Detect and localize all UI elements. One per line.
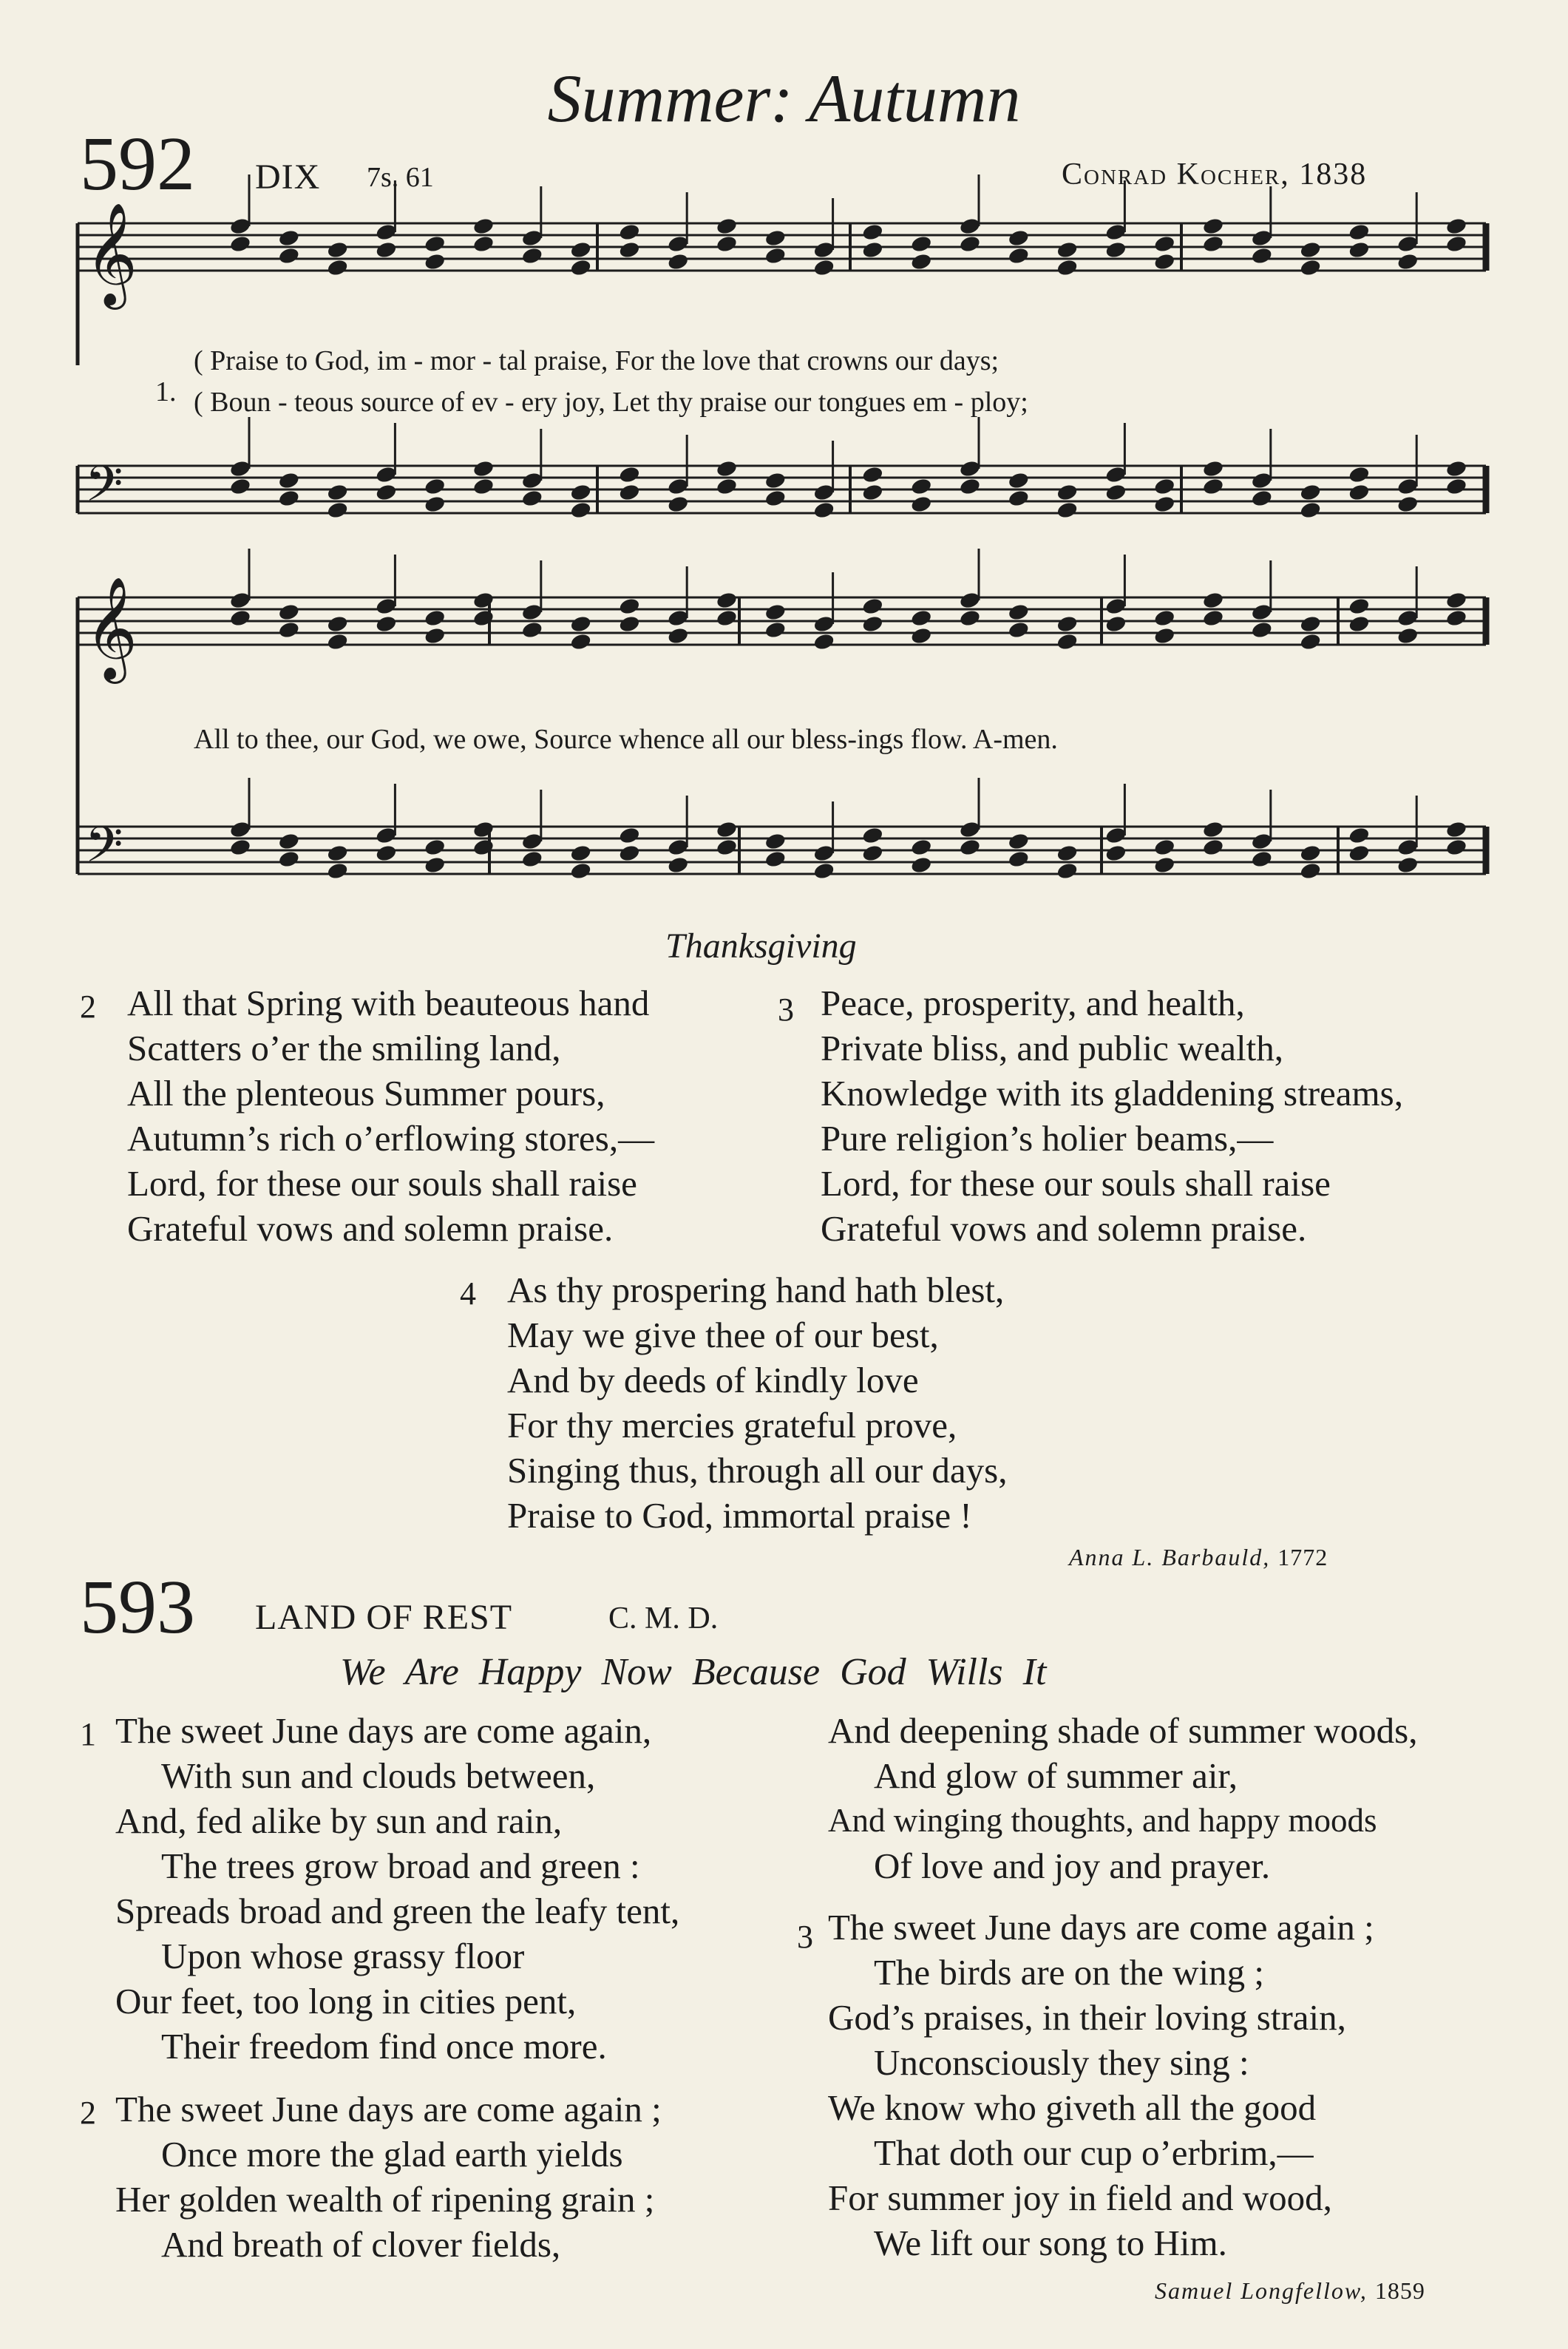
stanza-number: 4 — [460, 1275, 476, 1312]
stanza-line: For summer joy in field and wood, — [828, 2177, 1332, 2218]
note-head — [278, 471, 301, 490]
stanza-line: For thy mercies grateful prove, — [507, 1405, 957, 1445]
note-head — [910, 609, 933, 628]
note-head — [472, 459, 495, 478]
note-head — [569, 614, 592, 634]
stanza-line: The birds are on the wing ; — [874, 1952, 1264, 1993]
note-head — [1396, 855, 1419, 875]
stanza-line: Grateful vows and solemn praise. — [821, 1208, 1307, 1249]
note-head — [472, 217, 495, 236]
note-head — [716, 838, 739, 857]
stanza-line: Peace, prosperity, and health, — [821, 983, 1245, 1023]
note-head — [1202, 609, 1225, 628]
note-head — [1348, 465, 1371, 484]
note-head — [1348, 614, 1371, 634]
note-head — [812, 501, 835, 520]
treble-clef-icon: 𝄞 — [85, 203, 138, 305]
stanza-592-3 — [821, 980, 1403, 1251]
note-head — [1104, 614, 1127, 634]
note-head — [278, 228, 301, 248]
note-head — [1153, 609, 1176, 628]
stanza-line: Singing thus, through all our days, — [507, 1450, 1008, 1491]
note-head — [812, 632, 835, 651]
stanza-line: And, fed alike by sun and rain, — [115, 1800, 563, 1841]
note-head — [812, 258, 835, 277]
stanza-line: Of love and joy and prayer. — [874, 1845, 1271, 1886]
note-head — [326, 501, 349, 520]
note-head — [1056, 861, 1079, 881]
note-head — [1299, 501, 1322, 520]
note-head — [861, 597, 884, 616]
note-head — [1251, 246, 1274, 265]
tune-name-dix: DIX — [255, 157, 321, 197]
note-head — [424, 609, 447, 628]
meter-592: 7s. 61 — [367, 162, 434, 193]
note-head — [1251, 489, 1274, 508]
note-head — [326, 632, 349, 651]
note-head — [861, 614, 884, 634]
author-592 — [1069, 1544, 1328, 1571]
meter-593: C. M. D. — [608, 1601, 719, 1636]
note-head — [229, 609, 252, 628]
note-head — [618, 483, 641, 502]
note-head — [1348, 826, 1371, 845]
note-head — [1202, 591, 1225, 610]
stanza-line: We lift our song to Him. — [874, 2223, 1227, 2263]
stanza-number: 3 — [778, 992, 794, 1028]
hymn-number-592: 592 — [80, 121, 195, 206]
refrain-line: All to thee, our God, we owe, Source whence all our bless-ings flow. A-men. — [194, 724, 1058, 755]
note-head — [764, 489, 787, 508]
note-head — [667, 495, 690, 514]
author-year: 1772 — [1277, 1544, 1328, 1570]
note-head — [618, 240, 641, 260]
stanza-line: Scatters o’er the smiling land, — [127, 1028, 561, 1068]
stanza-number: 2 — [80, 989, 96, 1025]
stanza-line: That doth our cup o’erbrim,— — [874, 2132, 1314, 2173]
note-head — [569, 861, 592, 881]
note-head — [472, 838, 495, 857]
subtitle-593: We Are Happy Now Because God Wills It — [340, 1651, 1047, 1693]
stanza-line: Upon whose grassy floor — [161, 1936, 525, 1976]
note-head — [1056, 483, 1079, 502]
note-head — [1348, 597, 1371, 616]
stanza-line: The sweet June days are come again ; — [828, 1907, 1374, 1948]
note-head — [521, 489, 544, 508]
bass-clef-icon: 𝄢 — [85, 455, 123, 524]
stanza-line: May we give thee of our best, — [507, 1315, 939, 1355]
note-head — [326, 861, 349, 881]
note-head — [1445, 838, 1468, 857]
note-head — [375, 844, 398, 863]
note-head — [569, 258, 592, 277]
note-head — [618, 844, 641, 863]
stanza-line: And deepening shade of summer woods, — [828, 1710, 1418, 1751]
note-head — [716, 234, 739, 254]
note-head — [618, 614, 641, 634]
note-head — [375, 240, 398, 260]
note-head — [278, 246, 301, 265]
note-head — [326, 240, 349, 260]
note-head — [1153, 855, 1176, 875]
stanza-line: And breath of clover fields, — [161, 2224, 561, 2265]
note-head — [910, 252, 933, 271]
stanza-line: Praise to God, immortal praise ! — [507, 1495, 972, 1536]
stanza-line: Private bliss, and public wealth, — [821, 1028, 1283, 1068]
author-593 — [1155, 2277, 1425, 2305]
note-head — [618, 826, 641, 845]
stanza-593-1 — [115, 1708, 679, 2069]
note-head — [1396, 252, 1419, 271]
note-head — [1445, 477, 1468, 496]
stanza-line: The sweet June days are come again, — [115, 1710, 652, 1751]
note-head — [910, 855, 933, 875]
note-head — [667, 855, 690, 875]
subtitle-thanksgiving: Thanksgiving — [665, 926, 857, 966]
note-head — [1251, 850, 1274, 869]
stanza-line: Our feet, too long in cities pent, — [115, 1981, 577, 2021]
note-head — [861, 240, 884, 260]
stanza-593-2 — [115, 2087, 662, 2267]
bass-clef-icon: 𝄢 — [85, 816, 123, 885]
stanza-line: The trees grow broad and green : — [161, 1845, 640, 1886]
stanza-line: All that Spring with beauteous hand — [127, 983, 650, 1023]
note-head — [326, 483, 349, 502]
stanza-592-4 — [507, 1267, 1007, 1538]
note-head — [1153, 626, 1176, 645]
note-head — [861, 465, 884, 484]
note-head — [1348, 483, 1371, 502]
note-head — [812, 861, 835, 881]
author-year: 1859 — [1374, 2277, 1425, 2304]
note-head — [618, 597, 641, 616]
note-head — [1104, 844, 1127, 863]
note-head — [1008, 832, 1031, 851]
note-head — [569, 844, 592, 863]
note-head — [1008, 603, 1031, 622]
stanza-line: All the plenteous Summer pours, — [127, 1073, 605, 1114]
note-head — [569, 240, 592, 260]
note-head — [472, 609, 495, 628]
note-head — [569, 501, 592, 520]
stanza-line: The sweet June days are come again ; — [115, 2089, 662, 2129]
note-head — [1299, 240, 1322, 260]
note-head — [716, 459, 739, 478]
note-head — [1299, 861, 1322, 881]
stanza-593-3 — [828, 1905, 1374, 2265]
note-head — [764, 620, 787, 640]
stanza-number: 1 — [80, 1716, 96, 1752]
note-head — [1251, 620, 1274, 640]
verse1-number: 1. — [155, 376, 177, 407]
note-head — [1202, 459, 1225, 478]
note-head — [229, 234, 252, 254]
note-head — [1445, 820, 1468, 839]
note-head — [959, 234, 982, 254]
note-head — [667, 252, 690, 271]
note-head — [1348, 223, 1371, 242]
note-head — [716, 477, 739, 496]
note-head — [569, 483, 592, 502]
stanza-line: Once more the glad earth yields — [161, 2134, 623, 2175]
note-head — [1445, 217, 1468, 236]
note-head — [326, 844, 349, 863]
note-head — [424, 477, 447, 496]
note-head — [1056, 614, 1079, 634]
note-head — [764, 471, 787, 490]
note-head — [1153, 495, 1176, 514]
note-head — [764, 246, 787, 265]
note-head — [1153, 838, 1176, 857]
verse1-line-b: ( Boun - teous source of ev - ery joy, Let thy praise our tongues em - ploy; — [194, 387, 1028, 418]
note-head — [521, 246, 544, 265]
note-head — [910, 495, 933, 514]
stanza-line: And glow of summer air, — [874, 1755, 1238, 1796]
stanza-line: Autumn’s rich o’erflowing stores,— — [127, 1118, 655, 1159]
note-head — [375, 483, 398, 502]
note-head — [1299, 614, 1322, 634]
note-head — [472, 591, 495, 610]
stanza-line: Knowledge with its gladdening streams, — [821, 1073, 1403, 1114]
stanza-line: With sun and clouds between, — [161, 1755, 596, 1796]
note-head — [1153, 252, 1176, 271]
stanza-line: Their freedom find once more. — [161, 2026, 607, 2067]
note-head — [278, 603, 301, 622]
note-head — [959, 477, 982, 496]
note-head — [1153, 477, 1176, 496]
note-head — [278, 832, 301, 851]
note-head — [424, 855, 447, 875]
note-head — [1348, 844, 1371, 863]
note-head — [1445, 609, 1468, 628]
note-head — [375, 614, 398, 634]
note-head — [424, 838, 447, 857]
author-name: Samuel Longfellow, — [1155, 2277, 1368, 2304]
note-head — [1008, 228, 1031, 248]
note-head — [861, 223, 884, 242]
note-head — [472, 820, 495, 839]
stanza-line: Lord, for these our souls shall raise — [821, 1163, 1331, 1204]
note-head — [667, 626, 690, 645]
stanza-line: Pure religion’s holier beams,— — [821, 1118, 1274, 1159]
note-head — [959, 609, 982, 628]
note-head — [959, 838, 982, 857]
note-head — [716, 591, 739, 610]
note-head — [1202, 234, 1225, 254]
stanza-line: Unconsciously they sing : — [874, 2042, 1249, 2083]
note-head — [1445, 591, 1468, 610]
note-head — [278, 850, 301, 869]
note-head — [569, 632, 592, 651]
note-head — [764, 850, 787, 869]
note-head — [521, 850, 544, 869]
note-head — [1396, 495, 1419, 514]
stanza-number: 3 — [797, 1919, 813, 1955]
note-head — [861, 483, 884, 502]
note-head — [1008, 489, 1031, 508]
note-head — [618, 465, 641, 484]
note-head — [1445, 234, 1468, 254]
note-head — [1299, 632, 1322, 651]
stanza-592-2 — [127, 980, 654, 1251]
note-head — [1202, 820, 1225, 839]
note-head — [472, 234, 495, 254]
section-title: Summer: Autumn — [547, 61, 1021, 136]
note-head — [910, 477, 933, 496]
note-head — [618, 223, 641, 242]
note-head — [1008, 620, 1031, 640]
note-head — [1008, 246, 1031, 265]
note-head — [1202, 477, 1225, 496]
stanza-line: God’s praises, in their loving strain, — [828, 1997, 1346, 2038]
note-head — [1104, 240, 1127, 260]
note-head — [326, 258, 349, 277]
note-head — [910, 626, 933, 645]
note-head — [716, 609, 739, 628]
treble-clef-icon: 𝄞 — [85, 577, 138, 679]
note-head — [1056, 258, 1079, 277]
note-head — [424, 495, 447, 514]
note-head — [1396, 626, 1419, 645]
note-head — [278, 620, 301, 640]
note-head — [1056, 844, 1079, 863]
note-head — [1056, 240, 1079, 260]
author-name: Anna L. Barbauld, — [1069, 1544, 1271, 1570]
note-head — [1056, 632, 1079, 651]
note-head — [1299, 483, 1322, 502]
stanza-line: Grateful vows and solemn praise. — [127, 1208, 614, 1249]
note-head — [1008, 471, 1031, 490]
stanza-line: Spreads broad and green the leafy tent, — [115, 1891, 680, 1931]
note-head — [1008, 850, 1031, 869]
stanza-line: And by deeds of kindly love — [507, 1360, 919, 1400]
note-head — [424, 626, 447, 645]
hymn-number-593: 593 — [80, 1565, 195, 1650]
stanza-593-2-cont — [828, 1708, 1417, 1888]
note-head — [424, 252, 447, 271]
stanza-line: And winging thoughts, and happy moods — [828, 1802, 1377, 1839]
stanza-line: Lord, for these our souls shall raise — [127, 1163, 637, 1204]
stanza-line: As thy prospering hand hath blest, — [507, 1270, 1005, 1310]
note-head — [716, 217, 739, 236]
note-head — [1348, 240, 1371, 260]
note-head — [861, 826, 884, 845]
note-head — [229, 838, 252, 857]
tune-name-land-of-rest: LAND OF REST — [255, 1598, 513, 1637]
note-head — [1056, 501, 1079, 520]
composer-592: Conrad Kocher, 1838 — [1062, 157, 1368, 191]
note-head — [1299, 258, 1322, 277]
note-head — [424, 234, 447, 254]
note-head — [861, 844, 884, 863]
note-head — [472, 477, 495, 496]
note-head — [910, 234, 933, 254]
note-head — [229, 477, 252, 496]
note-head — [1445, 459, 1468, 478]
verse1-line-a: ( Praise to God, im - mor - tal praise, For the love that crowns our days; — [194, 345, 999, 376]
note-head — [1202, 217, 1225, 236]
stanza-number: 2 — [80, 2095, 96, 2131]
stanza-line: Her golden wealth of ripening grain ; — [115, 2179, 655, 2220]
note-head — [326, 614, 349, 634]
note-head — [910, 838, 933, 857]
music-score — [0, 0, 1568, 917]
note-head — [278, 489, 301, 508]
note-head — [764, 228, 787, 248]
note-head — [1202, 838, 1225, 857]
note-head — [1104, 483, 1127, 502]
note-head — [1299, 844, 1322, 863]
note-head — [521, 620, 544, 640]
note-head — [764, 603, 787, 622]
note-head — [716, 820, 739, 839]
note-head — [764, 832, 787, 851]
note-head — [1153, 234, 1176, 254]
stanza-line: We know who giveth all the good — [828, 2087, 1317, 2128]
